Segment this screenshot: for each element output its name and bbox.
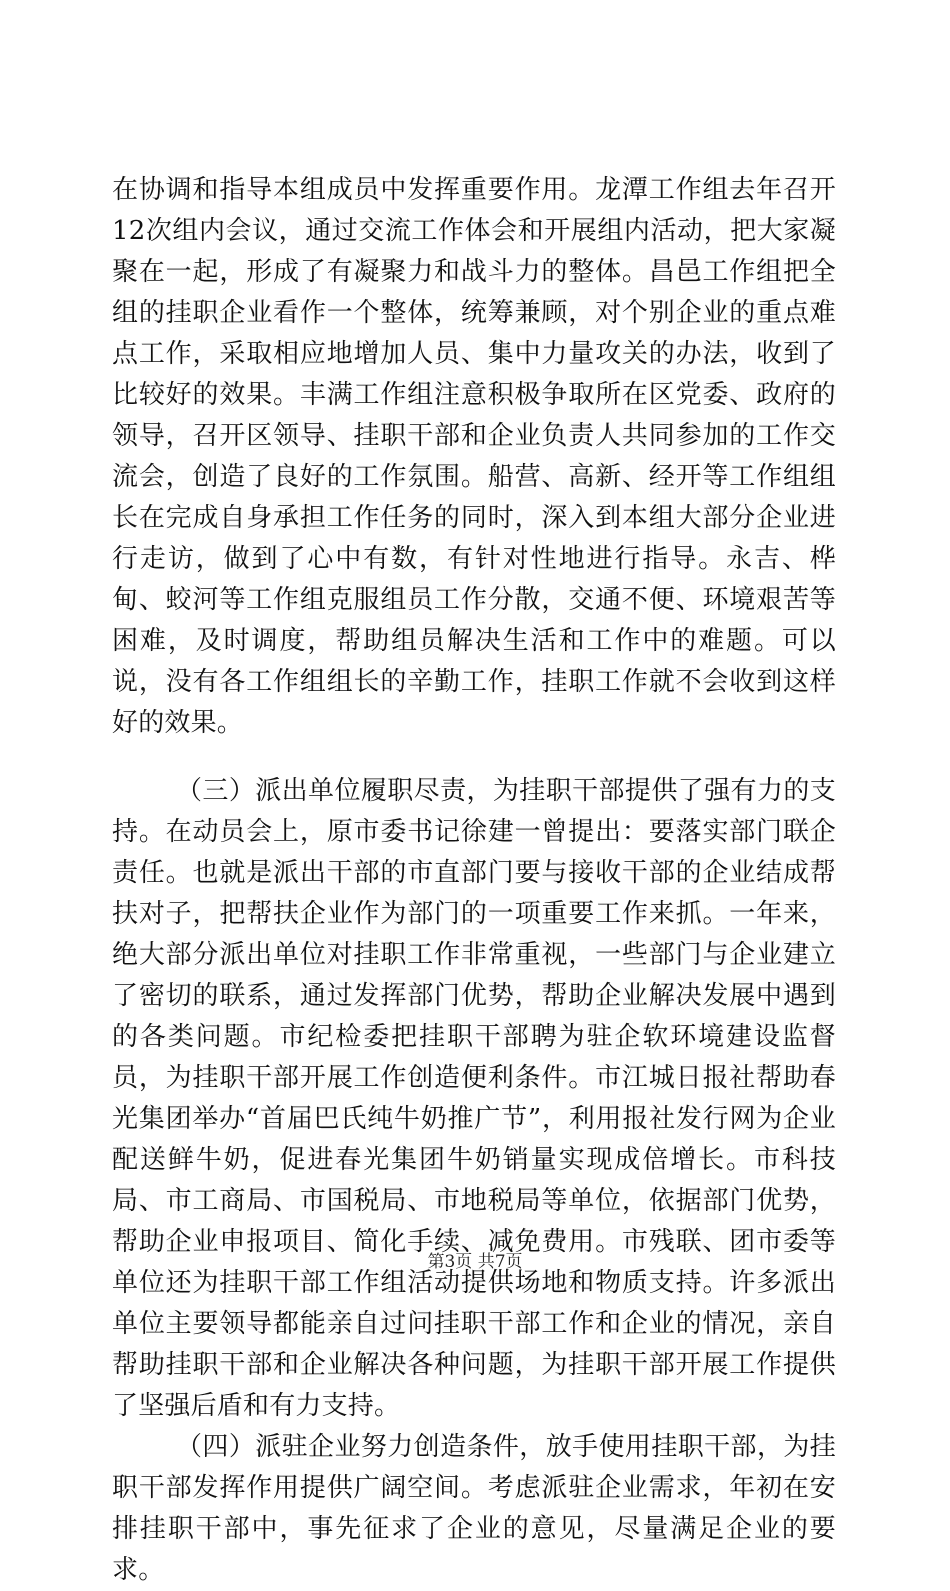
page-number-footer: 第3页 共7页 <box>427 1252 523 1272</box>
paragraph-work-group-roles: 在协调和指导本组成员中发挥重要作用。龙潭工作组去年召开12次组内会议，通过交流工作体会和开展组内活动，把大家凝聚在一起，形成了有凝聚力和战斗力的整体。昌邑工作组把全组的挂职企业看作一个整体，统筹兼顾，对个别企业的重点难点工作，采取相应地增加人员、集中力量攻关的办法，收到了比较好的效果。丰满工作组注意积极争取所在区党委、政府的领导，召开区领导、挂职干部和企业负责人共同参加的工作交流会，创造了良好的工作氛围。船营、高新、经开等工作组组长在完成自身承担工作任务的同时，深入到本组大部分企业进行走访，做到了心中有数，有针对性地进行指导。永吉、桦甸、蛟河等工作组克服组员工作分散，交通不便、环境艰苦等困难，及时调度，帮助组员解决生活和工作中的难题。可以说，没有各工作组组长的辛勤工作，挂职工作就不会收到这样好的效果。 <box>112 175 836 738</box>
paragraph-dispatching-units: （三）派出单位履职尽责，为挂职干部提供了强有力的支持。在动员会上，原市委书记徐建一曾提出：要落实部门联企责任。也就是派出干部的市直部门要与接收干部的企业结成帮扶对子，把帮扶企业作为部门的一项重要工作来抓。一年来，绝大部分派出单位对挂职工作非常重视，一些部门与企业建立了密切的联系，通过发挥部门优势，帮助企业解决发展中遇到的各类问题。市纪检委把挂职干部聘为驻企软环境建设监督员，为挂职干部开展工作创造便利条件。市江城日报社帮助春光集团举办“首届巴氏纯牛奶推广节”，利用报社发行网为企业配送鲜牛奶，促进春光集团牛奶销量实现成倍增长。市科技局、市工商局、市国税局、市地税局等单位，依据部门优势，帮助企业申报项目、简化手续、减免费用。市残联、团市委等单位还为挂职干部工作组活动提供场地和物质支持。许多派出单位主要领导都能亲自过问挂职干部工作和企业的情况，亲自帮助挂职干部和企业解决各种问题，为挂职干部开展工作提供了坚强后盾和有力支持。 <box>112 776 836 1421</box>
document-body <box>112 170 836 1591</box>
paragraph-host-enterprises: （四）派驻企业努力创造条件，放手使用挂职干部，为挂职干部发挥作用提供广阔空间。考虑派驻企业需求，年初在安排挂职干部中，事先征求了企业的意见，尽量满足企业的要求。 <box>112 1432 836 1585</box>
